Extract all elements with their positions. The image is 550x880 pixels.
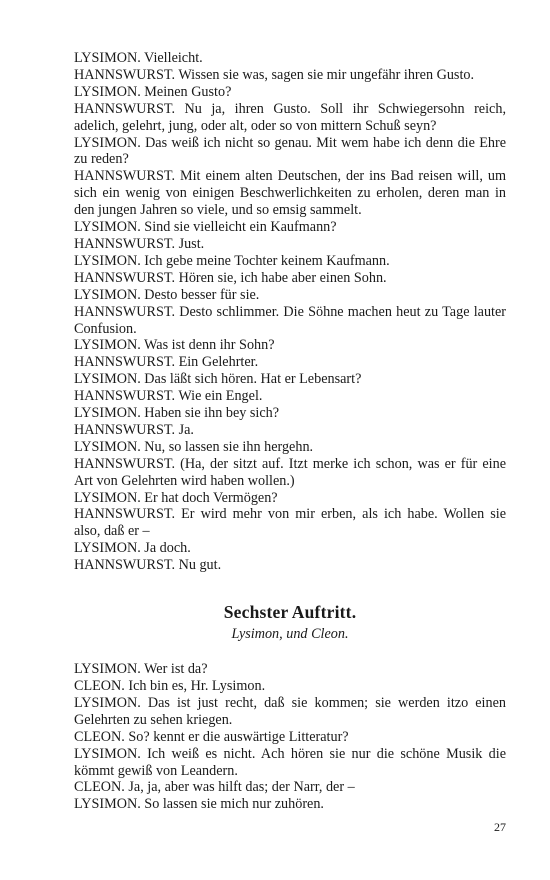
dialogue-line: HANNSWURST. Ja. — [74, 421, 194, 438]
book-page — [74, 50, 506, 813]
dialogue-line: CLEON. So? kennt er die auswärtige Litteratur? — [74, 728, 349, 745]
dialogue-line: LYSIMON. So lassen sie mich nur zuhören. — [74, 796, 324, 813]
dialogue-line: LYSIMON. Vielleicht. — [74, 50, 203, 66]
dialogue-line: LYSIMON. Was ist denn ihr Sohn? — [74, 337, 275, 354]
dialogue-line: LYSIMON. Ja doch. — [74, 540, 191, 557]
dialogue-block-1 — [74, 50, 506, 574]
dialogue-line: HANNSWURST. Just. — [74, 235, 205, 252]
dialogue-line: LYSIMON. Sind sie vielleicht ein Kaufmann? — [74, 219, 337, 236]
dialogue-line: LYSIMON. Nu, so lassen sie ihn hergehn. — [74, 438, 314, 455]
dialogue-block-2 — [74, 661, 506, 813]
dialogue-line: LYSIMON. Ich weiß es nicht. Ach hören sie nur die schöne Musik die kömmt gewiß von Leandern. — [74, 745, 506, 779]
scene-cast: Lysimon, und Cleon. — [231, 626, 349, 643]
dialogue-line: HANNSWURST. Wissen sie was, sagen sie mir ungefähr ihren Gusto. — [74, 66, 475, 83]
dialogue-line: HANNSWURST. Mit einem alten Deutschen, der ins Bad reisen will, um sich ein wenig von einigen Beschwerlichkeiten zu erholen, deren man in den jungen Jahren so viele, und so emsig sammelt. — [74, 168, 506, 219]
dialogue-line: HANNSWURST. Nu ja, ihren Gusto. Soll ihr Schwiegersohn reich, adelich, gelehrt, jung, oder alt, oder so von mittern Schuß seyn? — [74, 100, 506, 134]
dialogue-line: LYSIMON. Haben sie ihn bey sich? — [74, 405, 280, 422]
dialogue-line: LYSIMON. Meinen Gusto? — [74, 83, 232, 100]
dialogue-line: LYSIMON. Ich gebe meine Tochter keinem Kaufmann. — [74, 252, 390, 269]
dialogue-line: CLEON. Ich bin es, Hr. Lysimon. — [74, 678, 266, 694]
dialogue-line: LYSIMON. Das läßt sich hören. Hat er Lebensart? — [74, 371, 362, 388]
dialogue-line: HANNSWURST. Wie ein Engel. — [74, 388, 263, 405]
dialogue-line: LYSIMON. Wer ist da? — [74, 661, 208, 678]
dialogue-line: HANNSWURST. Hören sie, ich habe aber einen Sohn. — [74, 269, 387, 286]
dialogue-line: HANNSWURST. (Ha, der sitzt auf. Itzt merke ich schon, was er für eine Art von Gelehrten wird haben wollen.) — [74, 455, 506, 489]
dialogue-line: HANNSWURST. Nu gut. — [74, 557, 222, 574]
dialogue-line: LYSIMON. Das weiß ich nicht so genau. Mit wem habe ich denn die Ehre zu reden? — [74, 134, 506, 168]
dialogue-line: LYSIMON. Er hat doch Vermögen? — [74, 489, 278, 506]
dialogue-line: CLEON. Ja, ja, aber was hilft das; der Narr, der – — [74, 779, 355, 796]
dialogue-line: HANNSWURST. Ein Gelehrter. — [74, 354, 259, 371]
dialogue-line: HANNSWURST. Er wird mehr von mir erben, als ich habe. Wollen sie also, daß er – — [74, 506, 506, 540]
dialogue-line: LYSIMON. Desto besser für sie. — [74, 286, 260, 303]
scene-title: Sechster Auftritt. — [223, 602, 357, 623]
page-number: 27 — [494, 820, 506, 834]
dialogue-line: LYSIMON. Das ist just recht, daß sie kommen; sie werden itzo einen Gelehrten zu sehen kriegen. — [74, 694, 506, 728]
dialogue-line: HANNSWURST. Desto schlimmer. Die Söhne machen heut zu Tage lauter Confusion. — [74, 303, 506, 337]
